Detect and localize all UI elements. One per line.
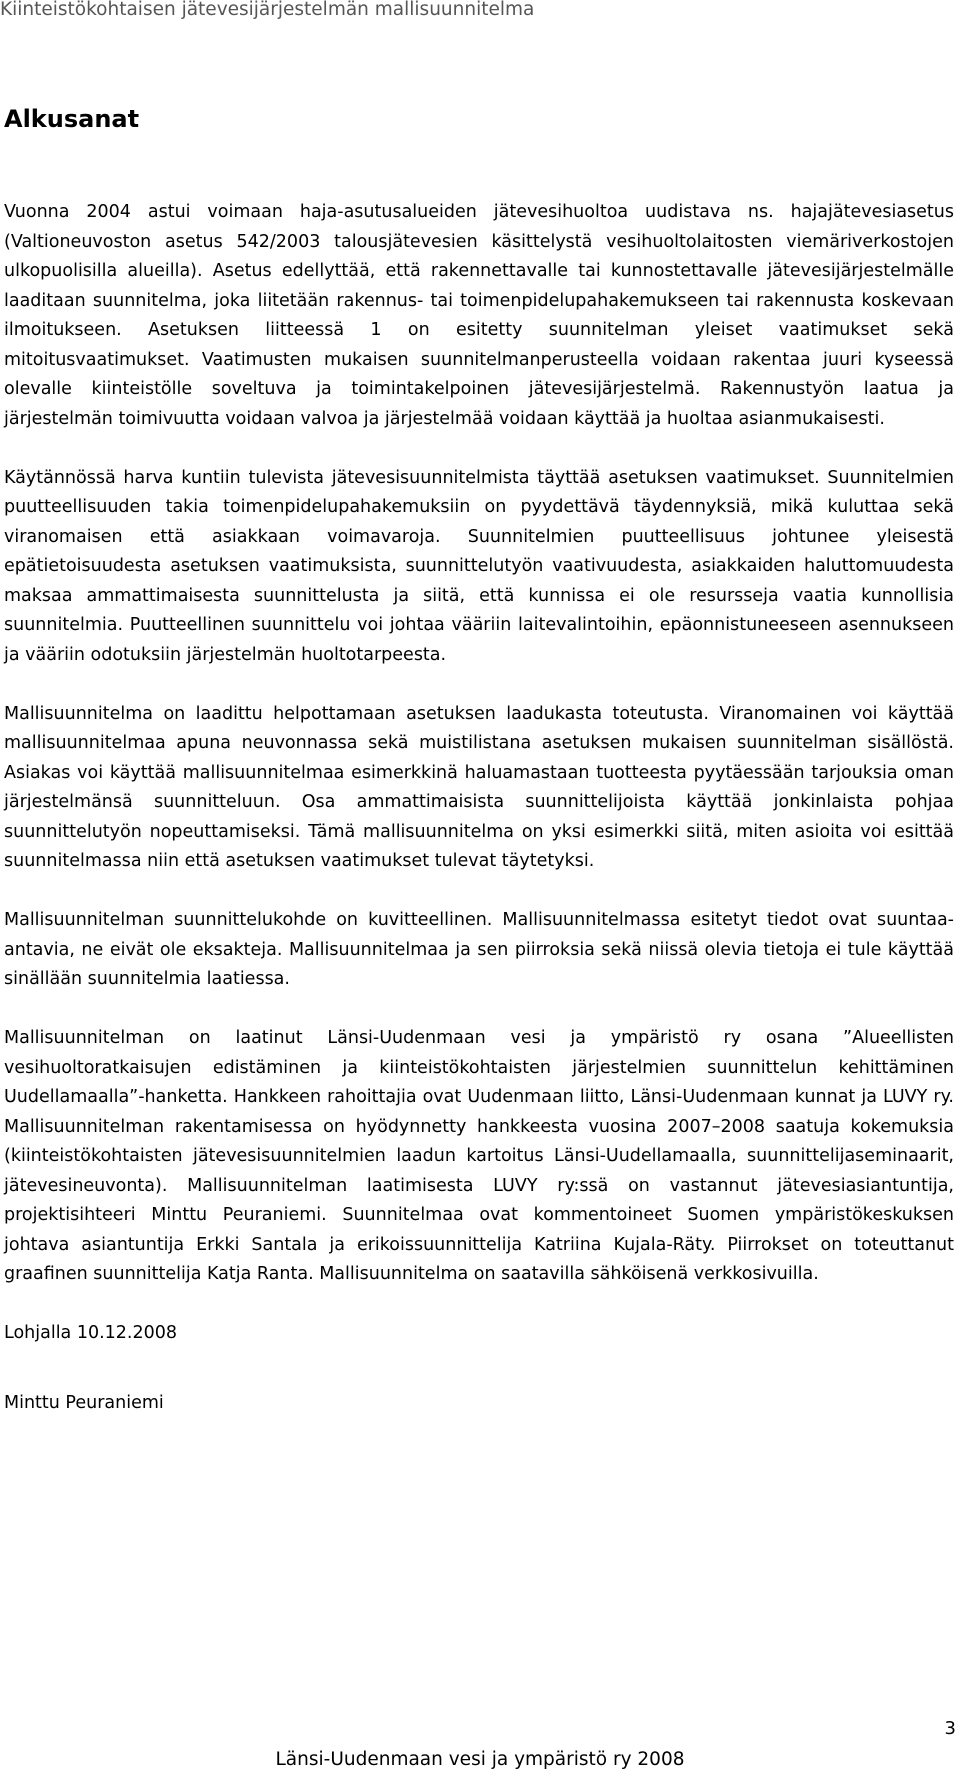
paragraph-2: Käytännössä harva kuntiin tulevista jätevesisuunnitelmista täyttää asetuksen vaatimukset. Suunnitelmien puutteellisuuden takia toimenpidelupahakemuksiin on pyydettävä täydennyksiä, mikä kuluttaa sekä viranomaisen että asiakkaan voimavaroja. Suunnitelmien puutteellisuus johtunee yleisestä epätietoisuudesta asetuksen vaatimuksista, suunnittelutyön vaativuudesta, asiakkaiden haluttomuudesta maksaa ammattimaisesta suunnittelusta ja siitä, että kunnissa ei ole resursseja vaatia kunnollisia suunnitelmia. Puutteellinen suunnittelu voi johtaa vääriin laitevalintoihin, epäonnistuneeseen asennukseen ja vääriin odotuksiin järjestelmän huoltotarpeesta. <box>4 467 954 665</box>
paragraph-5: Mallisuunnitelman on laatinut Länsi-Uudenmaan vesi ja ympäristö ry osana ”Alueellisten vesihuoltoratkaisujen edistäminen ja kiinteistökohtaisten järjestelmien suunnittelun kehittäminen Uudellamaalla”-hanketta. Hankkeen rahoittajia ovat Uudenmaan liitto, Länsi-Uudenmaan kunnat ja LUVY ry. Mallisuunnitelman rakentamisessa on hyödynnetty hankkeesta vuosina 2007–2008 saatuja kokemuksia (kiinteistökohtaisten jätevesisuunnitelmien laadun kartoitus Länsi-Uudellamaalla, suunnittelijaseminaarit, jätevesineuvonta). Mallisuunnitelman laatimisesta LUVY ry:ssä on vastannut jätevesiasiantuntija, projektisihteeri Minttu Peuraniemi. Suunnitelmaa ovat kommentoineet Suomen ympäristökeskuksen johtava asiantuntija Erkki Santala ja erikoissuunnittelija Katriina Kujala-Räty. Piirrokset on toteuttanut graafinen suunnittelija Katja Ranta. Mallisuunnitelma on saatavilla sähköisenä verkkosivuilla. <box>4 1028 954 1284</box>
paragraph-1: Vuonna 2004 astui voimaan haja-asutusalueiden jätevesihuoltoa uudistava ns. hajajätevesiasetus (Valtioneuvoston asetus 542/2003 talousjätevesien käsittelystä vesihuoltolaitosten viemäriverkostojen ulkopuolisilla alueilla). Asetus edellyttää, että rakennettavalle tai kunnostettavalle jätevesijärjestelmälle laaditaan suunnitelma, joka liitetään rakennus- tai toimenpidelupahakemukseen tai rakennusta koskevaan ilmoitukseen. Asetuksen liitteessä 1 on esitetty suunnitelman yleiset vaatimukset sekä mitoitusvaatimukset. Vaatimusten mukaisen suunnitelmanperusteella voidaan rakentaa juuri kyseessä olevalle kiinteistölle soveltuva ja toimintakelpoinen jätevesijärjestelmä. Rakennustyön laatua ja järjestelmän toimivuutta voidaan valvoa ja järjestelmää voidaan käyttää ja huoltaa asianmukaisesti. <box>4 202 954 429</box>
signature: Minttu Peuraniemi <box>4 1392 164 1413</box>
place-date: Lohjalla 10.12.2008 <box>4 1323 178 1343</box>
running-footer: Länsi-Uudenmaan vesi ja ympäristö ry 2008 <box>275 1749 685 1770</box>
running-header: Kiinteistökohtaisen jätevesijärjestelmän mallisuunnitelma <box>0 0 535 20</box>
page-number: 3 <box>944 1718 956 1739</box>
paragraph-4: Mallisuunnitelman suunnittelukohde on kuvitteellinen. Mallisuunnitelmassa esitetyt tiedot ovat suuntaa-antavia, ne eivät ole eksakteja. Mallisuunnitelmaa ja sen piirroksia sekä niissä olevia tietoja ei tule käyttää sinällään suunnitelmia laatiessa. <box>4 910 954 989</box>
body-text <box>4 198 954 1458</box>
page-title: Alkusanat <box>4 105 140 133</box>
paragraph-3: Mallisuunnitelma on laadittu helpottamaan asetuksen laadukasta toteutusta. Viranomainen voi käyttää mallisuunnitelmaa apuna neuvonnassa sekä muistilistana asetuksen mukaisen suunnitelman sisällöstä. Asiakas voi käyttää mallisuunnitelmaa esimerkkinä haluamastaan tuotteesta pyytäessään tarjouksia oman järjestelmänsä suunnitteluun. Osa ammattimaisista suunnittelijoista käyttää jonkinlaista pohjaa suunnittelutyön nopeuttamiseksi. Tämä mallisuunnitelma on yksi esimerkki siitä, miten asioita voi esittää suunnitelmassa niin että asetuksen vaatimukset tulevat täytetyksi. <box>4 703 954 871</box>
